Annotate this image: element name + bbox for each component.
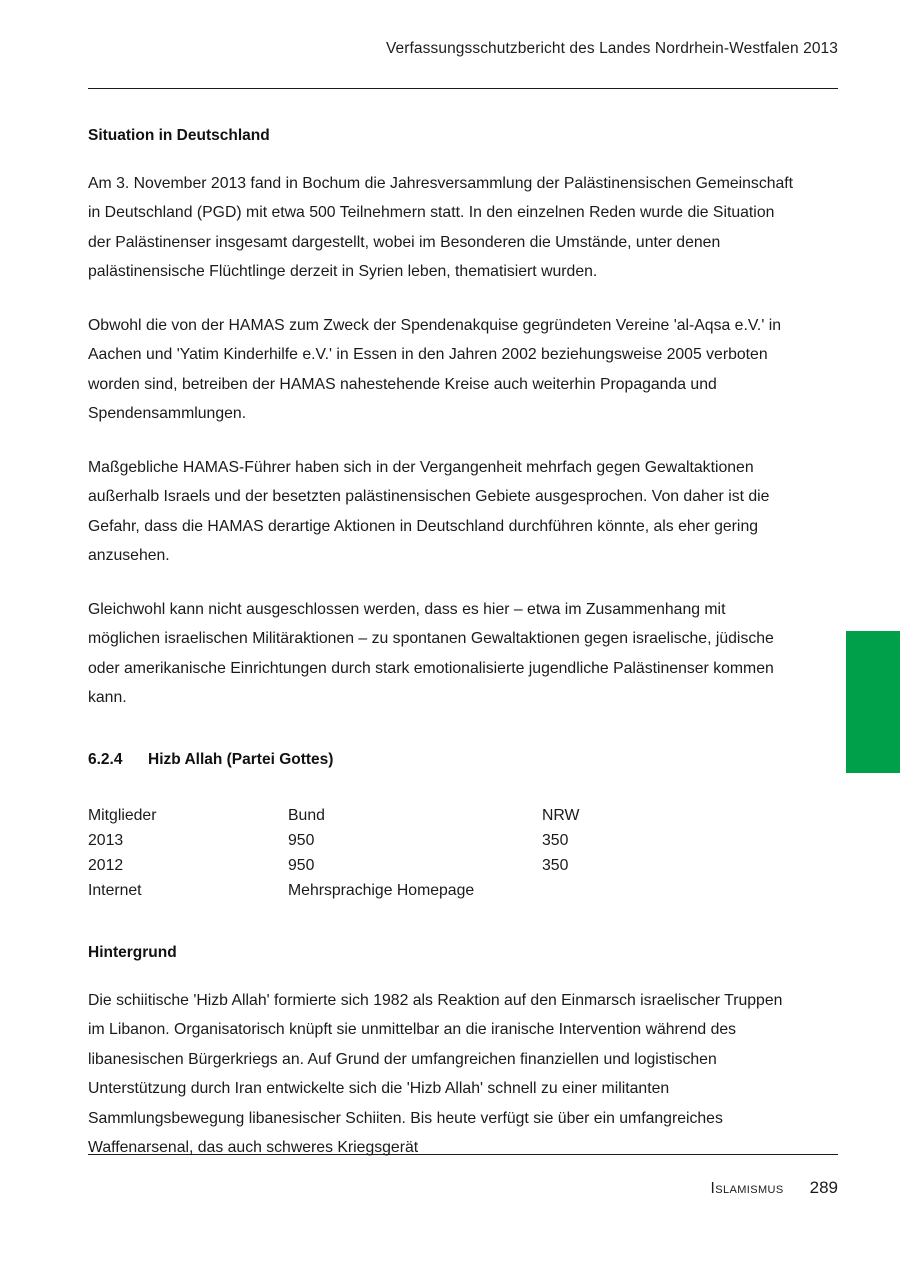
paragraph-pgd-jahresversammlung: Am 3. November 2013 fand in Bochum die Jahresversammlung der Palästinensischen Gemeinschaft in Deutschland (PGD) mit etwa 500 Teilnehmern statt. In den einzelnen Reden wurde die Situation der Palästinenser insgesamt dargestellt, wobei im Besonderen die Umstände, unter denen palästinensische Flüchtlinge derzeit in Syrien leben, thematisiert wurden. xyxy=(88,174,794,281)
table-cell-nrw: 350 xyxy=(542,831,569,849)
table-cell-bund: 950 xyxy=(288,831,315,849)
header-rule xyxy=(88,88,838,89)
section-heading-hizb-allah xyxy=(88,751,798,769)
section-number: 6.2.4 xyxy=(88,750,123,768)
table-row xyxy=(88,828,742,853)
table-cell-bund: Mehrsprachige Homepage xyxy=(288,881,475,899)
paragraph-hamas-vereine-verbot: Obwohl die von der HAMAS zum Zweck der Spendenakquise gegründeten Vereine 'al-Aqsa e.V.' in Aachen und 'Yatim Kinderhilfe e.V.' in Essen in den Jahren 2002 beziehungsweise 2005 verboten worden sind, betreiben der HAMAS nahestehende Kreise auch weiterhin Propaganda und Spendensammlungen. xyxy=(88,316,782,423)
table-cell-label: Internet xyxy=(88,881,142,899)
running-head: Verfassungsschutzbericht des Landes Nordrhein-Westfalen 2013 xyxy=(385,40,838,57)
table-cell-label: 2012 xyxy=(88,856,124,874)
heading-hintergrund: Hintergrund xyxy=(88,943,177,961)
table-cell-nrw xyxy=(542,878,742,903)
footer-chapter-label: Islamismus xyxy=(710,1180,784,1197)
page-footer xyxy=(88,1178,838,1198)
section-title: Hizb Allah (Partei Gottes) xyxy=(148,750,334,768)
facts-table xyxy=(88,803,742,903)
paragraph-hizb-allah-hintergrund: Die schiitische 'Hizb Allah' formierte sich 1982 als Reaktion auf den Einmarsch israelischer Truppen im Libanon. Organisatorisch knüpft sie unmittelbar an die iranische Intervention während des libanesischen Bürgerkriegs an. Auf Grund der umfangreichen finanziellen und logistischen Unterstützung durch Iran entwickelte sich die 'Hizb Allah' schnell zu einer militanten Sammlungsbewegung libanesischer Schiiten. Bis heute verfügt sie über ein umfangreiches Waffenarsenal, das auch schweres Kriegsgerät xyxy=(88,991,783,1157)
paragraph-gleichwohl-gewaltaktionen: Gleichwohl kann nicht ausgeschlossen werden, dass es hier – etwa im Zusammenhang mit möglichen israelischen Militäraktionen – zu spontanen Gewaltaktionen gegen israelische, jüdische oder amerikanische Einrichtungen durch stark emotionalisierte jugendliche Palästinenser kommen kann. xyxy=(88,600,774,707)
page-content xyxy=(88,126,798,1163)
table-cell-label: 2013 xyxy=(88,831,124,849)
page-number: 289 xyxy=(809,1178,838,1197)
table-row xyxy=(88,803,742,828)
table-cell-bund: 950 xyxy=(288,856,315,874)
thumb-index-tab xyxy=(846,631,900,773)
table-cell-bund: Bund xyxy=(288,806,325,824)
footer-rule xyxy=(88,1154,838,1155)
table-row xyxy=(88,853,742,878)
table-cell-nrw: 350 xyxy=(542,856,569,874)
paragraph-hamas-fuehrer-gewaltaktionen: Maßgebliche HAMAS-Führer haben sich in der Vergangenheit mehrfach gegen Gewaltaktionen außerhalb Israels und der besetzten palästinensischen Gebiete ausgesprochen. Von daher ist die Gefahr, dass die HAMAS derartige Aktionen in Deutschland durchführen könnte, als eher gering anzusehen. xyxy=(88,458,770,565)
table-cell-nrw: NRW xyxy=(542,806,580,824)
heading-situation-in-deutschland: Situation in Deutschland xyxy=(88,127,270,144)
table-row xyxy=(88,878,742,903)
table-cell-label: Mitglieder xyxy=(88,806,157,824)
